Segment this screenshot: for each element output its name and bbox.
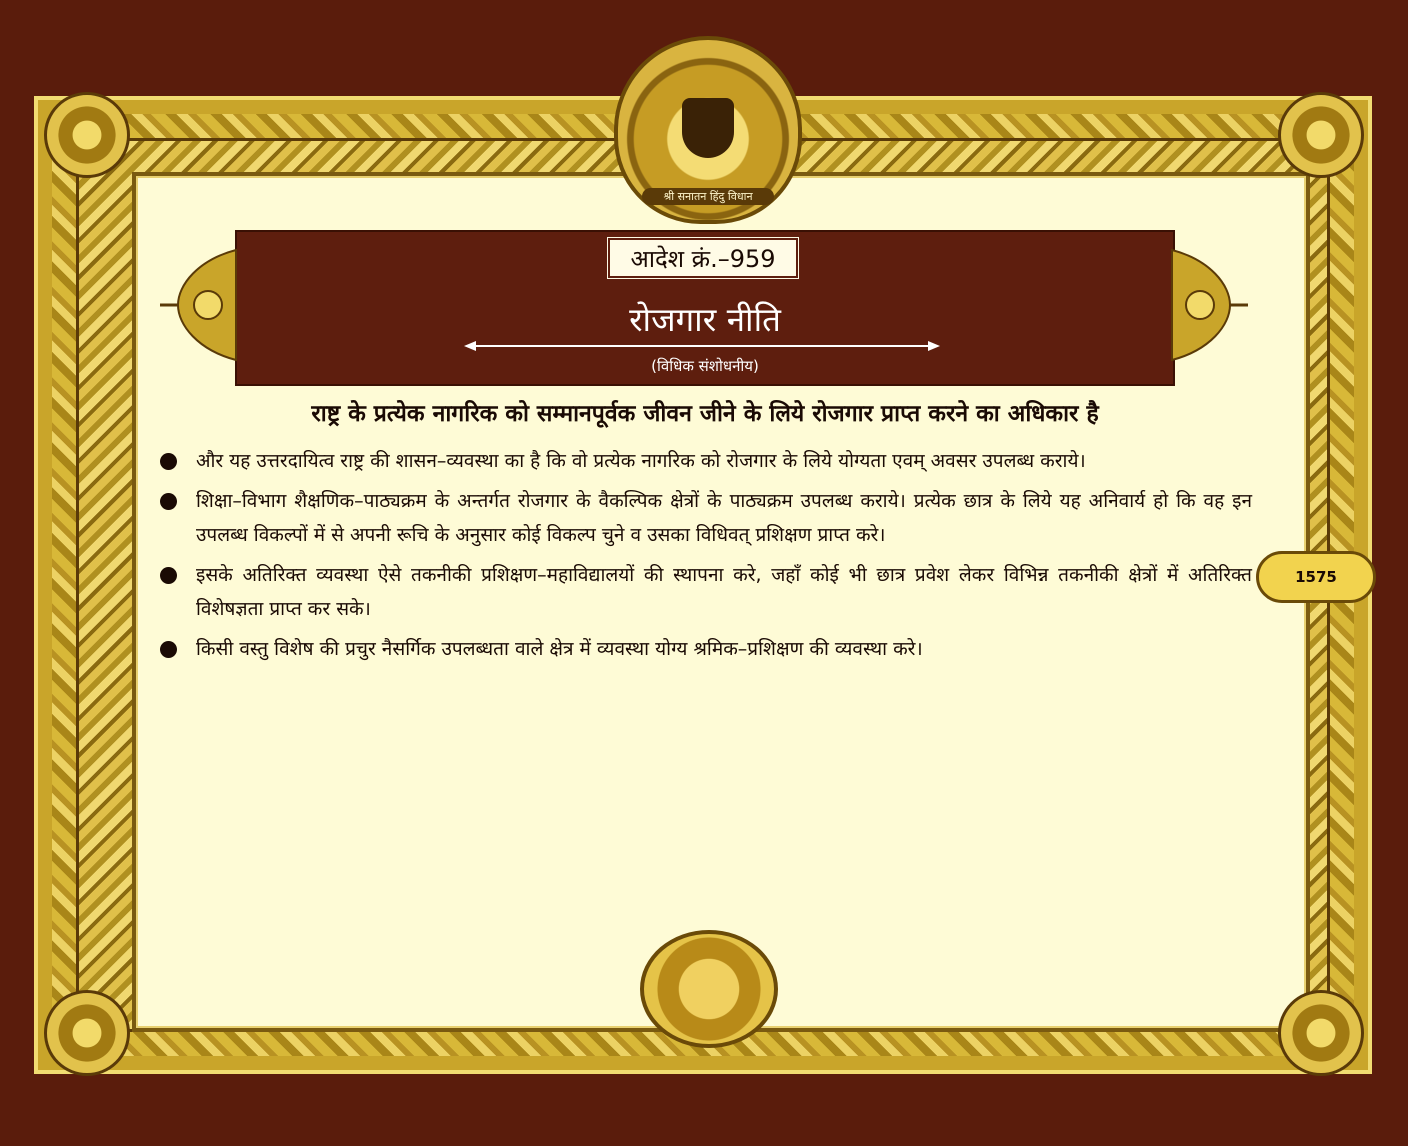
headline: राष्ट्र के प्रत्येक नागरिक को सम्मानपूर्वक जीवन जीने के लिये रोजगार प्राप्त करने का अधिकार है [311, 401, 1099, 427]
list-item-text: शिक्षा–विभाग शैक्षणिक–पाठ्यक्रम के अन्तर्गत रोजगार के वैकल्पिक क्षेत्रों के पाठ्यक्रम उपलब्ध कराये। प्रत्येक छात्र के लिये यह अनिवार्य हो कि वह इन उपलब्ध विकल्पों में से अपनी रूचि के अनुसार कोई विकल्प चुने व उसका विधिवत् प्रशिक्षण प्राप्त करे। [196, 490, 1252, 546]
crest-emblem-icon [614, 36, 802, 224]
corner-ornament-icon [44, 92, 130, 178]
bullet-list [160, 444, 1252, 672]
amendable-note: (विधिक संशोधनीय) [651, 357, 759, 375]
corner-ornament-icon [44, 990, 130, 1076]
corner-ornament-icon [1278, 92, 1364, 178]
list-item [160, 632, 1252, 666]
order-number-box: आदेश क्रं.–959 [605, 235, 801, 281]
bullet-dot-icon [160, 493, 177, 510]
list-item [160, 558, 1252, 626]
list-item [160, 484, 1252, 552]
bottom-deity-ornament-icon [640, 930, 778, 1048]
double-arrow-icon [462, 338, 942, 354]
right-paisley-ornament-icon [1170, 240, 1250, 370]
left-paisley-ornament-icon [158, 240, 238, 370]
list-item-text: किसी वस्तु विशेष की प्रचुर नैसर्गिक उपलब्धता वाले क्षेत्र में व्यवस्था योग्य श्रमिक–प्रशिक्षण की व्यवस्था करे। [196, 638, 923, 660]
subject-title: रोजगार नीति [629, 300, 781, 339]
list-item-text: और यह उत्तरदायित्व राष्ट्र की शासन–व्यवस्था का है कि वो प्रत्येक नागरिक को रोजगार के लिये योग्यता एवम् अवसर उपलब्ध कराये। [196, 450, 1086, 472]
shield-icon [682, 98, 734, 158]
bullet-dot-icon [160, 453, 177, 470]
list-item [160, 444, 1252, 478]
list-item-text: इसके अतिरिक्त व्यवस्था ऐसे तकनीकी प्रशिक्षण–महाविद्यालयों की स्थापना करे, जहाँ कोई भी छात्र प्रवेश लेकर विभिन्न तकनीकी क्षेत्रों में अतिरिक्त विशेषज्ञता प्राप्त कर सके। [196, 564, 1252, 620]
bullet-dot-icon [160, 641, 177, 658]
crest-inscription: श्री सनातन हिंदु विधान [642, 188, 774, 205]
corner-ornament-icon [1278, 990, 1364, 1076]
page-number-badge: 1575 [1256, 551, 1376, 603]
bullet-dot-icon [160, 567, 177, 584]
